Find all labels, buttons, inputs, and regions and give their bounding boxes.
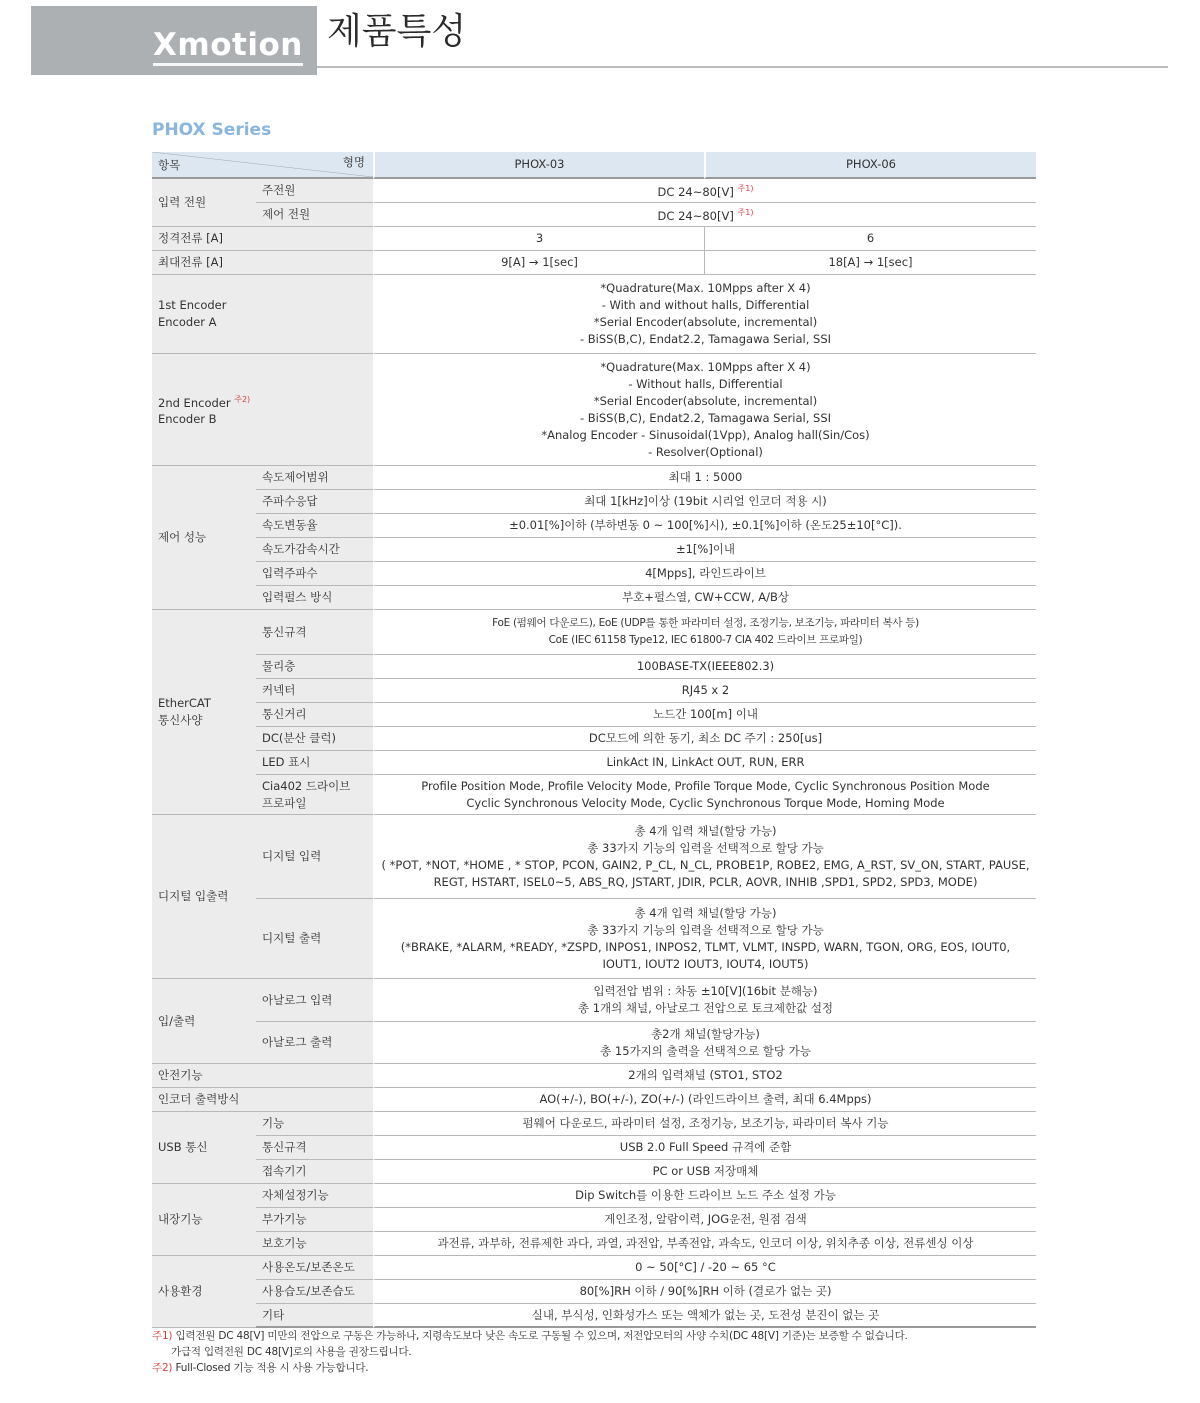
- sub-label: 통신규격: [256, 1136, 373, 1160]
- sub-label: DC(분산 클럭): [256, 727, 373, 751]
- table-row: [152, 179, 1036, 203]
- max-current-06: 18[A] → 1[sec]: [704, 251, 1036, 275]
- table-row: [152, 1160, 1036, 1184]
- cell-value: ±0.01[%]이하 (부하변동 0 ~ 100[%]시), ±0.1[%]이하 (온도25±10[°C]).: [373, 514, 1036, 538]
- cell-value: LinkAct IN, LinkAct OUT, RUN, ERR: [373, 751, 1036, 775]
- table-row: [152, 490, 1036, 514]
- model-phox-03: PHOX-03: [373, 152, 704, 179]
- enc1-line: *Quadrature(Max. 10Mpps after X 4): [600, 281, 811, 295]
- ain-line: 총 1개의 채널, 아날로그 전압으로 토크제한값 설정: [577, 1001, 834, 1015]
- dout-line: 총 4개 입력 채널(할당 가능): [634, 905, 777, 920]
- dout-line: (*BRAKE, *ALARM, *READY, *ZSPD, INPOS1, INPOS2, TLMT, VLMT, INSPD, WARN, TGON, ORG, EOS, IOUT0,: [400, 939, 1011, 954]
- note-1-mark: 주1): [737, 208, 754, 218]
- din-line: ( *POT, *NOT, *HOME , * STOP, PCON, GAIN2, P_CL, N_CL, PROBE1P, ROBE2, EMG, A_RST, SV_ON, START, PAUSE,: [381, 857, 1030, 872]
- table-row: [152, 1208, 1036, 1232]
- sub-label: 속도변동율: [256, 514, 373, 538]
- series-title: PHOX Series: [152, 120, 272, 140]
- din-line: REGT, HSTART, ISEL0~5, ABS_RQ, JSTART, JDIR, PCLR, AOVR, INHIB ,SPD1, SPD2, SPD3, MODE): [433, 874, 978, 889]
- table-row: [152, 815, 1036, 899]
- enc2-value: [373, 354, 1036, 466]
- max-current-03: 9[A] → 1[sec]: [373, 251, 704, 275]
- cell-value: 4[Mpps], 라인드라이브: [373, 562, 1036, 586]
- row-label-rated-current: 정격전류 [A]: [152, 227, 373, 251]
- table-row: [152, 775, 1036, 815]
- cell-value: Dip Switch를 이용한 드라이브 노드 주소 설정 가능: [373, 1184, 1036, 1208]
- row-label-digital-io: 디지털 입출력: [152, 815, 256, 979]
- table-row: [152, 1184, 1036, 1208]
- comm-std-line: FoE (펌웨어 다운로드), EoE (UDP를 통한 파라미터 설정, 조정기능, 보조기능, 파라미터 복사 등): [492, 617, 919, 629]
- table-row: [152, 538, 1036, 562]
- sub-label: 사용온도/보존온도: [256, 1256, 373, 1280]
- enc2-label-line: [158, 391, 367, 412]
- sub-label: 입력주파수: [256, 562, 373, 586]
- cell-value: ±1[%]이내: [373, 538, 1036, 562]
- logo-box: [31, 6, 317, 75]
- comm-std-line: CoE (IEC 61158 Type12, IEC 61800-7 CIA 402 드라이브 프로파일): [548, 634, 863, 646]
- sub-label: 물리층: [256, 655, 373, 679]
- footnote-2-text: Full-Closed 기능 적용 시 사용 가능합니다.: [175, 1362, 369, 1374]
- sub-label: 디지털 출력: [256, 899, 373, 979]
- cell-value: 부호+펄스열, CW+CCW, A/B상: [373, 586, 1036, 610]
- cia-label-line: 프로파일: [262, 795, 307, 810]
- rated-current-06: 6: [704, 227, 1036, 251]
- table-row: [152, 1304, 1036, 1328]
- cell-value: AO(+/-), BO(+/-), ZO(+/-) (라인드라이브 출력, 최대 6.4Mpps): [373, 1088, 1036, 1112]
- footnote-2-mark: 주2): [152, 1362, 173, 1374]
- table-row: [152, 1022, 1036, 1064]
- cell-value: [373, 899, 1036, 979]
- cell-value: 최대 1 : 5000: [373, 466, 1036, 490]
- sub-label-ctrl-power: 제어 전원: [256, 203, 373, 227]
- page-header: [31, 6, 1168, 76]
- table-header-row: [152, 152, 1036, 179]
- sub-label-main-power: 주전원: [256, 179, 373, 203]
- row-label-ctrl-perf: 제어 성능: [152, 466, 256, 610]
- cell-value: 실내, 부식성, 인화성가스 또는 액체가 없는 곳, 도전성 분진이 없는 곳: [373, 1304, 1036, 1328]
- row-label-1st-encoder: [152, 275, 373, 354]
- cell-value: 2개의 입력채널 (STO1, STO2: [373, 1064, 1036, 1088]
- cell-value: 최대 1[kHz]이상 (19bit 시리얼 인코더 적용 시): [373, 490, 1036, 514]
- footnote-2: [152, 1360, 1052, 1376]
- sub-label: 속도제어범위: [256, 466, 373, 490]
- cell-value: [373, 775, 1036, 815]
- table-row: [152, 227, 1036, 251]
- enc1-line: - With and without halls, Differential: [601, 298, 810, 312]
- sub-label: 아날로그 입력: [256, 979, 373, 1022]
- spec-table: [152, 152, 1036, 1328]
- enc2-line: - Resolver(Optional): [648, 444, 763, 459]
- main-power-value: DC 24~80[V]: [657, 184, 734, 199]
- cell-value: 펌웨어 다운로드, 파라미터 설정, 조정기능, 보조기능, 파라미터 복사 기능: [373, 1112, 1036, 1136]
- row-label-2nd-encoder: [152, 354, 373, 466]
- cell-value: [373, 1022, 1036, 1064]
- dout-line: IOUT1, IOUT2 IOUT3, IOUT4, IOUT5): [602, 956, 809, 971]
- footnotes: [152, 1328, 1052, 1376]
- enc2-line: - Without halls, Differential: [628, 376, 783, 391]
- cia-line: Cyclic Synchronous Velocity Mode, Cyclic Synchronous Torque Mode, Homing Mode: [466, 795, 945, 810]
- enc1-value: [373, 275, 1036, 354]
- cell-value: 노드간 100[m] 이내: [373, 703, 1036, 727]
- row-label-io: 입/출력: [152, 979, 256, 1064]
- row-label-safety: 안전기능: [152, 1064, 373, 1088]
- header-corner-cell: [152, 152, 373, 179]
- table-row: [152, 1088, 1036, 1112]
- cell-value: USB 2.0 Full Speed 규격에 준함: [373, 1136, 1036, 1160]
- sub-label: 디지털 입력: [256, 815, 373, 899]
- header-model-label: 형명: [342, 155, 365, 169]
- ecat-label-line: EtherCAT: [158, 696, 211, 710]
- cell-value: [373, 179, 1036, 203]
- enc1-label-line: Encoder A: [158, 315, 217, 329]
- cell-value: [373, 979, 1036, 1022]
- sub-label: 입력펄스 방식: [256, 586, 373, 610]
- cell-value: DC모드에 의한 동기, 최소 DC 주기 : 250[us]: [373, 727, 1036, 751]
- cell-value: [373, 610, 1036, 655]
- footnote-1-text: 입력전원 DC 48[V] 미만의 전압으로 구동은 가능하나, 지령속도보다 낮은 속도로 구동될 수 있으며, 저전압모터의 사양 수치(DC 48[V] 기준)는 보증할 수 없습니다.: [175, 1330, 908, 1342]
- table-row: [152, 1232, 1036, 1256]
- table-row: [152, 899, 1036, 979]
- table-row: [152, 251, 1036, 275]
- enc2-label-line: Encoder B: [158, 412, 217, 427]
- cell-value: [373, 203, 1036, 227]
- sub-label: 기능: [256, 1112, 373, 1136]
- table-row: [152, 751, 1036, 775]
- note-1-mark: 주1): [737, 184, 754, 194]
- row-label-ethercat: [152, 610, 256, 815]
- din-line: 총 33가지 기능의 입력을 선택적으로 할당 가능: [587, 840, 824, 855]
- cell-value: 0 ~ 50[°C] / -20 ~ 65 °C: [373, 1256, 1036, 1280]
- sub-label: LED 표시: [256, 751, 373, 775]
- model-phox-06: PHOX-06: [704, 152, 1036, 179]
- sub-label: 속도가감속시간: [256, 538, 373, 562]
- enc2-label-text: 2nd Encoder: [158, 395, 231, 410]
- sub-label: 사용습도/보존습도: [256, 1280, 373, 1304]
- cell-value: 80[%]RH 이하 / 90[%]RH 이하 (결로가 없는 곳): [373, 1280, 1036, 1304]
- cell-value: 100BASE-TX(IEEE802.3): [373, 655, 1036, 679]
- enc2-line: *Analog Encoder - Sinusoidal(1Vpp), Analog hall(Sin/Cos): [541, 427, 870, 442]
- enc2-line: *Quadrature(Max. 10Mpps after X 4): [600, 359, 811, 374]
- table-row: [152, 979, 1036, 1022]
- brand-logo: Xmotion: [153, 27, 303, 63]
- sub-label: 접속기기: [256, 1160, 373, 1184]
- table-row: [152, 562, 1036, 586]
- sub-label: 부가기능: [256, 1208, 373, 1232]
- table-row: [152, 203, 1036, 227]
- cell-value: 과전류, 과부하, 전류제한 과다, 과열, 과전압, 부족전압, 과속도, 인코더 이상, 위치추종 이상, 전류센싱 이상: [373, 1232, 1036, 1256]
- enc1-label-line: 1st Encoder: [158, 298, 227, 312]
- cell-value: [373, 815, 1036, 899]
- table-row: [152, 610, 1036, 655]
- footnote-1: [152, 1328, 1052, 1344]
- cell-value: RJ45 x 2: [373, 679, 1036, 703]
- table-row: [152, 1280, 1036, 1304]
- aout-line: 총2개 채널(할당가능): [651, 1026, 760, 1041]
- header-divider: [317, 66, 1168, 68]
- din-line: 총 4개 입력 채널(할당 가능): [634, 823, 777, 838]
- aout-line: 총 15가지의 출력을 선택적으로 할당 가능: [600, 1043, 811, 1058]
- footnote-1-mark: 주1): [152, 1330, 173, 1342]
- ctrl-power-value: DC 24~80[V]: [657, 208, 734, 223]
- sub-label: 통신규격: [256, 610, 373, 655]
- table-row: [152, 1064, 1036, 1088]
- row-label-max-current: 최대전류 [A]: [152, 251, 373, 275]
- table-row: [152, 655, 1036, 679]
- cia-label-line: Cia402 드라이브: [262, 778, 351, 793]
- enc1-line: - BiSS(B,C), Endat2.2, Tamagawa Serial, SSI: [579, 332, 832, 346]
- table-row: [152, 679, 1036, 703]
- sub-label: 통신거리: [256, 703, 373, 727]
- table-row: [152, 466, 1036, 490]
- footnote-1-cont: 가급적 입력전원 DC 48[V]로의 사용을 권장드립니다.: [171, 1346, 412, 1358]
- page-title: 제품특성: [327, 11, 467, 52]
- enc1-line: *Serial Encoder(absolute, incremental): [593, 315, 818, 329]
- sub-label: 아날로그 출력: [256, 1022, 373, 1064]
- enc2-line: *Serial Encoder(absolute, incremental): [593, 393, 818, 408]
- note-2-mark: 주2): [234, 394, 251, 404]
- row-label-builtin: 내장기능: [152, 1184, 256, 1256]
- sub-label: 주파수응답: [256, 490, 373, 514]
- row-label-env: 사용환경: [152, 1256, 256, 1328]
- ecat-label-line: 통신사양: [158, 713, 203, 727]
- sub-label: 기타: [256, 1304, 373, 1328]
- sub-label: 보호기능: [256, 1232, 373, 1256]
- table-row: [152, 1136, 1036, 1160]
- header-item-label: 항목: [158, 158, 181, 172]
- table-row: [152, 586, 1036, 610]
- table-row: [152, 514, 1036, 538]
- ain-line: 입력전압 범위 : 차동 ±10[V](16bit 분해능): [593, 984, 818, 998]
- table-row: [152, 354, 1036, 466]
- enc2-line: - BiSS(B,C), Endat2.2, Tamagawa Serial, SSI: [579, 410, 832, 425]
- sub-label-cia402: [256, 775, 373, 815]
- cell-value: 게인조정, 알람이력, JOG운전, 원점 검색: [373, 1208, 1036, 1232]
- logo-underline: [153, 63, 303, 66]
- dout-line: 총 33가지 기능의 입력을 선택적으로 할당 가능: [587, 922, 824, 937]
- cell-value: PC or USB 저장매체: [373, 1160, 1036, 1184]
- table-row: [152, 703, 1036, 727]
- rated-current-03: 3: [373, 227, 704, 251]
- cia-line: Profile Position Mode, Profile Velocity Mode, Profile Torque Mode, Cyclic Synchronous Position Mode: [421, 778, 990, 793]
- row-label-usb: USB 통신: [152, 1112, 256, 1184]
- row-label-input-power: 입력 전원: [152, 179, 256, 227]
- table-row: [152, 727, 1036, 751]
- sub-label: 커넥터: [256, 679, 373, 703]
- table-row: [152, 1256, 1036, 1280]
- table-row: [152, 1112, 1036, 1136]
- row-label-enc-out: 인코더 출력방식: [152, 1088, 373, 1112]
- table-row: [152, 275, 1036, 354]
- sub-label: 자체설정기능: [256, 1184, 373, 1208]
